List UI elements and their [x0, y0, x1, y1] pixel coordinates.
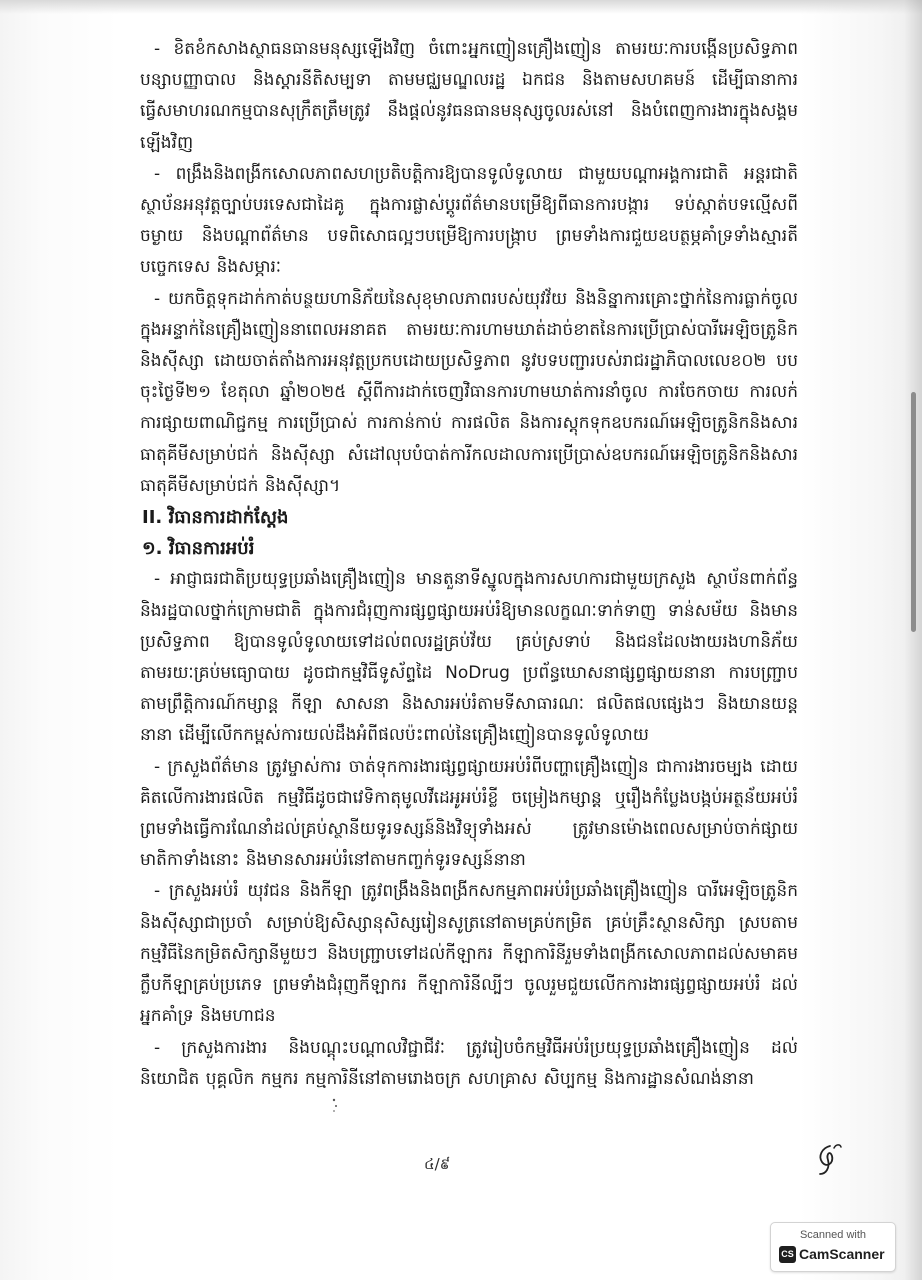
scan-speck-marks [330, 1096, 340, 1116]
paragraph-strengthen-cooperation: - ពង្រឹងនិងពង្រីកសោលភាពសហប្រតិបត្តិការឱ្យបានទូលំទូលាយ ជាមួយបណ្តាអង្គការជាតិ អន្តរជាតិ ស្ថាប័នអនុវត្តច្បាប់បរទេសជាដៃគូ ក្នុងការផ្លាស់ប្តូរព័ត៌មានបម្រើឱ្យពីធានការបង្ការ ទប់ស្កាត់បទល្មើសពីចម្ងាយ និងបណ្តាព័ត៌មាន បទពិសោធល្អៗបម្រើឱ្យការបង្ក្រាប ព្រមទាំងការជួយឧបត្ថម្ភគាំទ្រទាំងស្មារតី បច្ចេកទេស និងសម្ភារៈ [140, 163, 798, 278]
camscanner-watermark [770, 1222, 896, 1272]
paragraph-national-authority: - អាជ្ញាធរជាតិប្រយុទ្ធប្រឆាំងគ្រឿងញៀន មានតួនាទីស្នូលក្នុងការសហការជាមួយក្រសួង ស្ថាប័នពាក់ព័ន្ធ និងរដ្ឋបាលថ្នាក់ក្រោមជាតិ ក្នុងការជំរុញការផ្សព្វផ្សាយអប់រំឱ្យមានលក្ខណៈទាក់ទាញ ទាន់សម័យ និងមានប្រសិទ្ធភាព ឱ្យបានទូលំទូលាយទៅដល់ពលរដ្ឋគ្រប់វ័យ គ្រប់ស្រទាប់ និងជនដែលងាយរងហានិភ័យ តាមរយៈគ្រប់មធ្យោបាយ ដូចជាកម្មវិធីទូស័ព្ទដៃ NoDrug ប្រព័ន្ធឃោសនាផ្សព្វផ្សាយនានា ការបញ្ជ្រាបតាមព្រឹត្តិការណ៍កម្សាន្ត កីឡា សាសនា និងសារអប់រំតាមទីសាធារណៈ ផលិតផលផ្សេងៗ និងយានយន្តនានា ដើម្បីលើកកម្ពស់ការយល់ដឹងអំពីផលប៉ះពាល់នៃគ្រឿងញៀនបានទូលំទូលាយ [140, 569, 798, 746]
document-body [140, 34, 798, 1095]
paragraph-rebuild-human-resources: - ខិតខំកសាងស្ថាធនធានមនុស្សឡើងវិញ ចំពោះអ្នកញៀនគ្រឿងញៀន តាមរយៈការបង្កើនប្រសិទ្ធភាព បន្សាបញ្ញាបាល និងស្តារនីតិសម្បទា តាមមជ្ឈមណ្ឌលរដ្ឋ ឯកជន និងតាមសហគមន៍ ដើម្បីធានាការធ្វើសមាហរណកម្មបានសុក្រឹតត្រឹមត្រូវ នឹងផ្តល់នូវធនធានមនុស្សចូលរស់នៅ និងបំពេញការងារក្នុងសង្គមឡើងវិញ [140, 39, 798, 153]
watermark-brand: CamScanner [799, 1246, 885, 1262]
paragraph-reduce-youth-risk: - យកចិត្តទុកដាក់កាត់បន្ថយហានិភ័យនៃសុខុមាលភាពរបស់យុវវ័យ និងនិន្នាការគ្រោះថ្នាក់នៃការធ្លាក់ចូលក្នុងអន្ទាក់នៃគ្រឿងញៀននាពេលអនាគត តាមរយៈការហាមឃាត់ដាច់ខាតនៃការប្រើប្រាស់បារីអេឡិចត្រូនិក និងស៊ីស្សា ដោយចាត់តាំងការអនុវត្តប្រកបដោយប្រសិទ្ធភាព នូវបទបញ្ជារបស់រាជរដ្ឋាភិបាលលេខ០២ បប ចុះថ្ងៃទី២១ ខែតុលា ឆ្នាំ២០២៥ ស្តីពីការដាក់ចេញវិធានការហាមឃាត់ការនាំចូល ការចែកចាយ ការលក់ ការផ្សាយពាណិជ្ជកម្ម ការប្រើប្រាស់ ការកាន់កាប់ ការផលិត និងការស្តុកទុកឧបករណ៍អេឡិចត្រូនិកនិងសារធាតុគីមីសម្រាប់ជក់ និងស៊ីស្សា សំដៅលុបបំបាត់ការីកលដាលការប្រើប្រាស់ឧបករណ៍អេឡិចត្រូនិកនិងសារធាតុគីមីសម្រាប់ជក់ និងស៊ីស្សា។ [140, 288, 798, 496]
watermark-caption: Scanned with [799, 1229, 867, 1241]
page-top-shadow [0, 0, 922, 14]
subsection-heading-education: ១. វិធានការអប់រំ [142, 538, 255, 560]
page-number: ៤/៩ [424, 1155, 451, 1173]
handwritten-initial-mark [808, 1138, 848, 1178]
camscanner-logo-icon: CS [779, 1246, 796, 1263]
paragraph-ministry-labour: - ក្រសួងការងារ និងបណ្តុះបណ្តាលវិជ្ជាជីវៈ ត្រូវរៀបចំកម្មវិធីអប់រំប្រយុទ្ធប្រឆាំងគ្រឿងញៀន ដល់និយោជិត បុគ្គលិក កម្មករ កម្មការិនីនៅតាមរោងចក្រ សហគ្រាស សិប្បកម្ម និងការដ្ឋានសំណង់នានា [140, 1037, 798, 1089]
paragraph-ministry-information: - ក្រសួងព័ត៌មាន ត្រូវម្ចាស់ការ ចាត់ទុកការងារផ្សព្វផ្សាយអប់រំពីបញ្ហាគ្រឿងញៀន ជាការងារចម្បង ដោយគិតលើការងារផលិត កម្មវិធីដូចជាវេទិកាតុមូលវីដេអូអប់រំខ្លី ចម្រៀងកម្សាន្ត ឬរឿងកំប្លែងបង្កប់អត្ថន័យអប់រំ ព្រមទាំងធ្វើការណែនាំដល់គ្រប់ស្ថានីយទូរទស្សន៍និងវិទ្យុទាំងអស់ ត្រូវមានម៉ោងពេលសម្រាប់ចាក់ផ្សាយមាតិកាទាំងនោះ និងមានសារអប់រំនៅតាមកញ្ចក់ទូរទស្សន៍នានា [140, 756, 798, 871]
page-edge-shadow [904, 0, 922, 1280]
paragraph-ministry-education: - ក្រសួងអប់រំ យុវជន និងកីឡា ត្រូវពង្រឹងនិងពង្រីកសកម្មភាពអប់រំប្រឆាំងគ្រឿងញៀន បារីអេឡិចត្រូនិក និងស៊ីស្សាជាប្រចាំ សម្រាប់ឱ្យសិស្សានុសិស្សរៀនសូត្រនៅតាមគ្រប់កម្រិត គ្រប់គ្រឹះស្ថានសិក្សា ស្របតាមកម្មវិធីនៃកម្រិតសិក្សានីមួយៗ និងបញ្ជ្រាបទៅដល់កីឡាករ កីឡាការិនីរួមទាំងពង្រីកសោលភាពដល់សមាគមក្លឹបកីឡាគ្រប់ប្រភេទ ព្រមទាំងជំរុញកីឡាករ កីឡាការិនីល្បីៗ ចូលរួមជួយលើកការងារផ្សព្វផ្សាយអប់រំ ដល់អ្នកគាំទ្រ និងមហាជន [140, 881, 798, 1027]
section-heading-implementation: II. វិធានការដាក់ស្តែង [142, 507, 289, 529]
scrollbar-thumb[interactable] [911, 392, 916, 632]
